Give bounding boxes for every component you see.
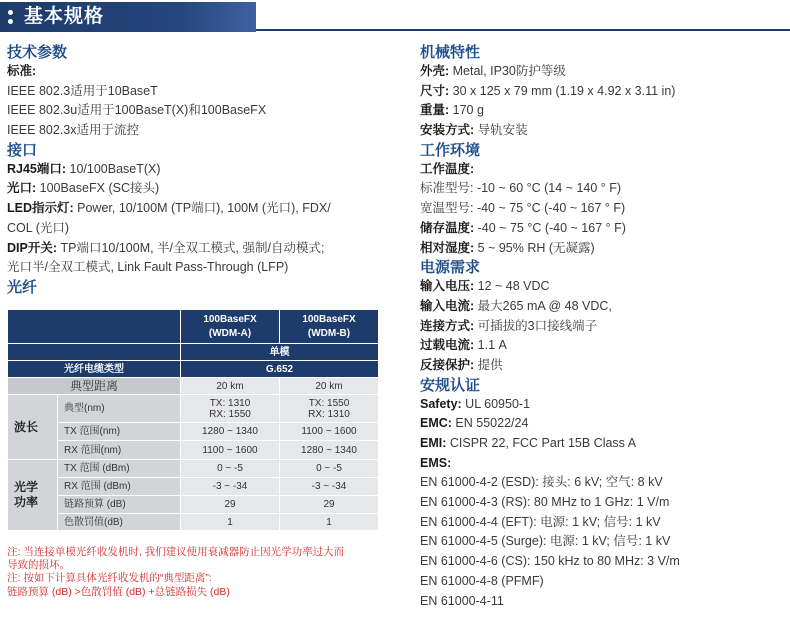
table-row <box>8 496 379 514</box>
page-title: 基本规格 <box>24 6 105 27</box>
table-row <box>8 423 379 441</box>
note-line: 注: 按如下计算具体光纤收发机的“典型距离”: <box>7 572 212 585</box>
environment-heading: 工作环境 <box>420 141 481 159</box>
note-line: 导致的损坏。 <box>7 559 70 572</box>
budget-label: 链路预算 (dB) <box>58 496 181 514</box>
rx-dbm-label: RX 范围 (dBm) <box>58 478 181 496</box>
table-row <box>8 395 379 423</box>
ems-item: EN 61000-4-8 (PFMF) <box>420 573 544 588</box>
distance-label: 典型距离 <box>8 378 181 395</box>
emi-row: EMI: CISPR 22, FCC Part 15B Class A <box>420 436 637 450</box>
distance-a: 20 km <box>181 378 280 395</box>
ems-item: EN 61000-4-3 (RS): 80 MHz to 1 GHz: 1 V/m <box>420 495 670 510</box>
standard-line-3: IEEE 802.3x适用于流控 <box>7 123 139 138</box>
tx-range-a: 1280 ~ 1340 <box>181 423 280 441</box>
operating-temp-label: 工作温度: <box>420 161 475 176</box>
input-voltage-row: 输入电压: 12 ~ 48 VDC <box>420 279 550 294</box>
optical-row: 光口: 100BaseFX (SC接头) <box>7 181 160 196</box>
left-column <box>7 40 402 297</box>
ems-item: EN 61000-4-6 (CS): 150 kHz to 80 MHz: 3 V/m <box>420 554 680 569</box>
ems-item: EN 61000-4-4 (EFT): 电源: 1 kV; 信号: 1 kV <box>420 514 661 529</box>
overload-row: 过载电流: 1.1 A <box>420 338 507 353</box>
cable-value: G.652 <box>181 361 379 378</box>
standard-temp-row: 标准型号: -10 ~ 60 °C (14 ~ 140 ° F) <box>420 181 622 196</box>
safety-row: Safety: UL 60950-1 <box>420 396 531 411</box>
section-header <box>0 0 790 34</box>
ems-item: EN 61000-4-11 <box>420 593 504 608</box>
standard-line-2: IEEE 802.3u适用于100BaseT(X)和100BaseFX <box>7 103 267 118</box>
tx-dbm-b: 0 ~ -5 <box>280 460 379 478</box>
standard-line-1: IEEE 802.3适用于10BaseT <box>7 83 158 98</box>
dispersion-a: 1 <box>181 514 280 531</box>
rx-range-label: RX 范围(nm) <box>58 441 181 460</box>
humidity-row: 相对湿度: 5 ~ 95% RH (无凝露) <box>420 240 595 255</box>
wavelength-category: 波长 <box>8 395 58 460</box>
rj45-row: RJ45端口: 10/100BaseT(X) <box>7 161 161 176</box>
led-row: LED指示灯: Power, 10/100M (TP端口), 100M (光口), FDX/ <box>7 201 331 216</box>
tx-dbm-label: TX 范围 (dBm) <box>58 460 181 478</box>
emc-row: EMC: EN 55022/24 <box>420 416 529 431</box>
weight-row: 重量: 170 g <box>420 103 484 118</box>
interface-heading: 接口 <box>7 141 38 159</box>
table-corner <box>8 310 181 344</box>
tx-dbm-a: 0 ~ -5 <box>181 460 280 478</box>
tx-range-label: TX 范围(nm) <box>58 423 181 441</box>
standard-label: 标准: <box>7 64 37 78</box>
mechanical-heading: 机械特性 <box>420 44 481 61</box>
wide-temp-row: 宽温型号: -40 ~ 75 °C (-40 ~ 167 ° F) <box>420 201 626 216</box>
right-column <box>420 40 790 611</box>
typical-b: TX: 1550 RX: 1310 <box>280 395 379 423</box>
table-row <box>8 478 379 496</box>
table-row <box>8 514 379 531</box>
dip-row: DIP开关: TP端口10/100M, 半/全双工模式, 强制/自动模式; <box>7 240 325 255</box>
note-line: 链路预算 (dB) >色散罚值 (dB) +总链路损失 (dB) <box>7 585 230 598</box>
typical-a: TX: 1310 RX: 1550 <box>181 395 280 423</box>
table-row <box>8 378 379 395</box>
mounting-row: 安装方式: 导轨安装 <box>420 123 528 138</box>
led-row-cont: COL (光口) <box>7 220 70 235</box>
dispersion-label: 色散罚值(dB) <box>58 514 181 531</box>
rx-dbm-a: -3 ~ -34 <box>181 478 280 496</box>
rx-range-a: 1100 ~ 1600 <box>181 441 280 460</box>
ems-label: EMS: <box>420 455 452 470</box>
dimensions-row: 尺寸: 30 x 125 x 79 mm (1.19 x 4.92 x 3.11 in) <box>420 83 676 98</box>
table-row <box>8 344 379 361</box>
tx-range-b: 1100 ~ 1600 <box>280 423 379 441</box>
fiber-spec-table <box>7 309 379 531</box>
tech-heading: 技术参数 <box>7 44 68 61</box>
colon-dots-icon <box>8 8 14 26</box>
optical-power-category: 光学 功率 <box>8 460 58 531</box>
table-row <box>8 460 379 478</box>
col-wdm-a: 100BaseFX (WDM-A) <box>181 310 280 344</box>
budget-a: 29 <box>181 496 280 514</box>
table-row <box>8 441 379 460</box>
mode-cell: 单模 <box>181 344 379 361</box>
note-line: 注: 当连接单模光纤收发机时, 我们建议使用衰减器防止因光学功率过大而 <box>7 546 345 558</box>
ems-item: EN 61000-4-5 (Surge): 电源: 1 kV; 信号: 1 kV <box>420 534 671 549</box>
cable-label: 光纤电缆类型 <box>8 361 181 378</box>
storage-temp-row: 储存温度: -40 ~ 75 °C (-40 ~ 167 ° F) <box>420 220 626 235</box>
table-row <box>8 361 379 378</box>
typical-label: 典型(nm) <box>58 395 181 423</box>
col-wdm-b: 100BaseFX (WDM-B) <box>280 310 379 344</box>
table-header-row <box>8 310 379 344</box>
power-heading: 电源需求 <box>420 259 481 277</box>
header-rule <box>256 29 790 31</box>
dip-row-cont: 光口半/全双工模式, Link Fault Pass-Through (LFP) <box>7 260 289 275</box>
distance-b: 20 km <box>280 378 379 395</box>
dispersion-b: 1 <box>280 514 379 531</box>
table-notes <box>7 546 397 599</box>
fiber-heading: 光纤 <box>7 278 38 296</box>
reverse-polarity-row: 反接保护: 提供 <box>420 357 503 372</box>
budget-b: 29 <box>280 496 379 514</box>
rx-dbm-b: -3 ~ -34 <box>280 478 379 496</box>
input-current-row: 输入电流: 最大265 mA @ 48 VDC, <box>420 298 612 313</box>
rx-range-b: 1280 ~ 1340 <box>280 441 379 460</box>
ems-item: EN 61000-4-2 (ESD): 接头: 6 kV; 空气: 8 kV <box>420 475 663 490</box>
connection-row: 连接方式: 可插拔的3口接线端子 <box>420 318 598 333</box>
certification-heading: 安规认证 <box>420 376 481 394</box>
case-row: 外壳: Metal, IP30防护等级 <box>420 64 566 78</box>
